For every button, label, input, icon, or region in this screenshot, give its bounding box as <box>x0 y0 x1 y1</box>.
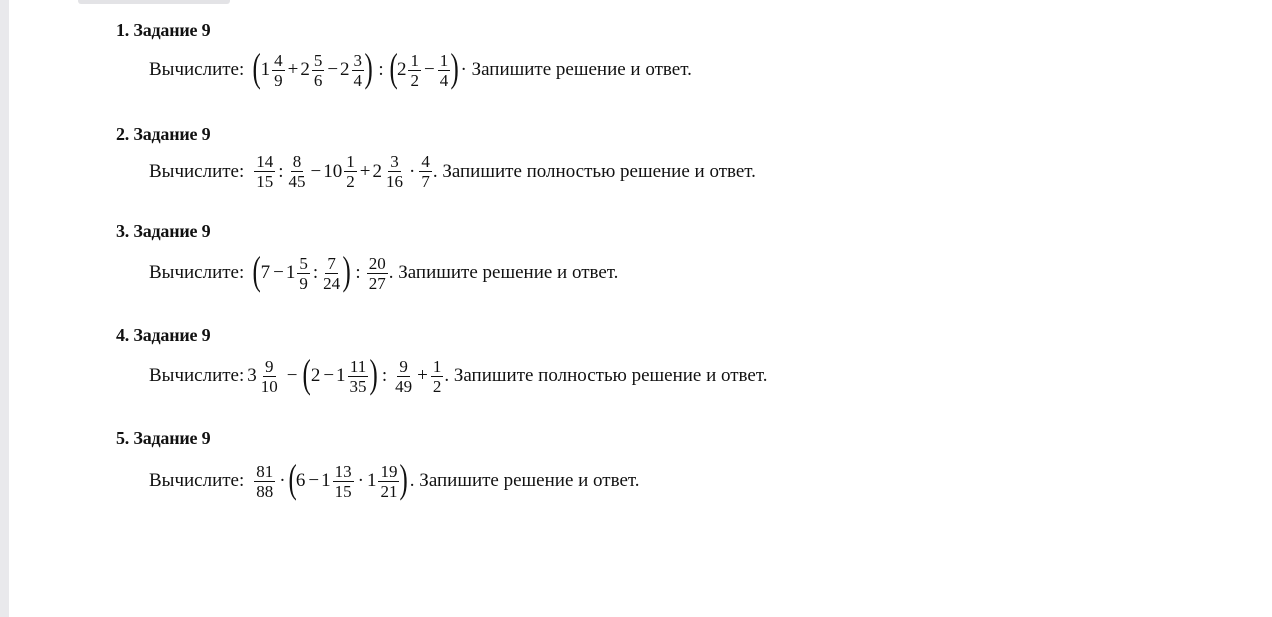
numerator: 5 <box>313 50 323 70</box>
numerator: 7 <box>327 253 336 273</box>
numerator: 81 <box>256 461 274 481</box>
denominator: 24 <box>323 273 341 293</box>
task-body <box>149 248 619 295</box>
fraction <box>438 51 451 90</box>
denominator: 9 <box>274 70 283 90</box>
operator: − <box>327 59 339 80</box>
integer: 2 <box>310 365 321 386</box>
operator: − <box>308 470 320 491</box>
denominator: 2 <box>346 172 355 191</box>
denominator: 9 <box>299 273 308 293</box>
task-body <box>149 456 640 503</box>
operator: · <box>408 160 416 182</box>
task-heading: 2. Задание 9 <box>116 124 211 144</box>
operator: · <box>279 470 286 491</box>
math-expression <box>252 248 388 295</box>
fraction <box>254 152 275 191</box>
denominator: 2 <box>432 376 442 396</box>
operator: + <box>417 365 428 386</box>
top-tab-edge <box>78 0 230 4</box>
whole-part: 1 <box>285 262 296 283</box>
whole-part: 2 <box>396 59 407 80</box>
numerator: 14 <box>256 152 274 171</box>
denominator: 15 <box>334 481 352 501</box>
fraction <box>272 51 285 90</box>
numerator: 19 <box>380 461 398 481</box>
operator: : <box>312 262 319 283</box>
denominator: 27 <box>368 273 386 293</box>
right-paren: ) <box>369 351 378 396</box>
operator: − <box>423 59 435 80</box>
numerator: 3 <box>353 50 363 70</box>
operator: + <box>287 59 299 80</box>
fraction <box>431 357 444 396</box>
fraction <box>312 51 325 90</box>
fraction <box>419 152 432 191</box>
numerator: 1 <box>439 50 449 70</box>
fraction <box>321 254 342 293</box>
whole-part: 10 <box>323 160 343 182</box>
fraction <box>297 254 310 293</box>
math-expression <box>253 152 433 191</box>
operator: − <box>273 262 284 283</box>
task-instruction: . Запишите решение и ответ. <box>388 262 619 283</box>
task-heading: 1. Задание 9 <box>116 20 211 40</box>
numerator: 20 <box>368 253 386 273</box>
numerator: 3 <box>390 152 399 171</box>
left-paren: ( <box>389 45 398 90</box>
task-prompt: Вычислите: <box>149 365 245 386</box>
operator: + <box>359 160 371 182</box>
left-paren: ( <box>252 45 262 90</box>
fraction <box>287 152 308 191</box>
whole-part: 2 <box>372 160 382 182</box>
numerator: 4 <box>421 152 430 171</box>
task-instruction: . Запишите полностью решение и ответ. <box>444 365 768 386</box>
whole-part: 2 <box>300 59 310 80</box>
numerator: 11 <box>349 356 367 376</box>
denominator: 15 <box>256 172 274 191</box>
left-paren: ( <box>303 351 312 396</box>
integer: 7 <box>260 262 271 283</box>
math-expression <box>247 351 444 398</box>
task-body <box>149 45 692 92</box>
whole-part: 1 <box>366 470 377 491</box>
numerator: 4 <box>274 50 283 70</box>
operator: : <box>378 59 384 80</box>
denominator: 49 <box>395 376 413 396</box>
fraction <box>348 357 369 396</box>
numerator: 8 <box>292 152 302 171</box>
fraction <box>344 152 357 191</box>
fraction <box>333 462 354 501</box>
denominator: 35 <box>349 376 367 396</box>
task-prompt: Вычислите: <box>149 470 245 491</box>
task-heading: 5. Задание 9 <box>116 428 211 448</box>
math-expression <box>253 456 409 503</box>
operator: − <box>286 365 298 386</box>
task-heading: 3. Задание 9 <box>116 221 211 241</box>
denominator: 10 <box>260 376 278 396</box>
operator: : <box>278 160 284 182</box>
whole-part: 1 <box>336 365 346 386</box>
numerator: 1 <box>410 50 419 70</box>
fraction <box>378 462 399 501</box>
denominator: 45 <box>288 172 306 191</box>
task-instruction: . Запишите решение и ответ. <box>409 470 640 491</box>
numerator: 9 <box>265 356 274 376</box>
integer: 6 <box>295 470 306 491</box>
right-paren: ) <box>450 45 459 90</box>
denominator: 6 <box>313 70 323 90</box>
whole-part: 1 <box>321 470 331 491</box>
fraction <box>254 462 275 501</box>
task-prompt: Вычислите: <box>149 160 245 182</box>
denominator: 4 <box>353 70 363 90</box>
numerator: 1 <box>346 152 355 171</box>
fraction <box>393 357 414 396</box>
numerator: 13 <box>334 461 352 481</box>
math-expression <box>252 45 459 92</box>
operator: − <box>310 160 322 182</box>
left-paren: ( <box>288 456 297 501</box>
task-instruction: · Запишите решение и ответ. <box>460 59 692 80</box>
operator: : <box>355 262 361 283</box>
fraction <box>384 152 405 191</box>
denominator: 88 <box>256 481 274 501</box>
left-paren: ( <box>252 248 262 293</box>
fraction <box>408 51 421 90</box>
fraction <box>367 254 388 293</box>
left-scroll-gutter <box>0 0 9 617</box>
right-paren: ) <box>364 45 373 90</box>
task-prompt: Вычислите: <box>149 262 245 283</box>
operator: − <box>323 365 335 386</box>
operator: · <box>357 470 364 491</box>
denominator: 7 <box>421 172 430 191</box>
whole-part: 2 <box>340 59 350 80</box>
task-body <box>149 351 768 398</box>
numerator: 9 <box>399 356 408 376</box>
whole-part: 3 <box>247 365 257 386</box>
denominator: 21 <box>380 481 398 501</box>
numerator: 1 <box>432 356 442 376</box>
task-instruction: . Запишите полностью решение и ответ. <box>432 160 756 182</box>
fraction <box>259 357 280 396</box>
denominator: 16 <box>385 172 403 191</box>
whole-part: 1 <box>260 59 271 80</box>
right-paren: ) <box>342 248 351 293</box>
numerator: 5 <box>299 253 308 273</box>
operator: : <box>381 365 388 386</box>
denominator: 4 <box>439 70 449 90</box>
task-body <box>149 152 756 191</box>
task-prompt: Вычислите: <box>149 59 245 80</box>
fraction <box>352 51 365 90</box>
task-heading: 4. Задание 9 <box>116 325 211 345</box>
denominator: 2 <box>410 70 419 90</box>
right-paren: ) <box>400 456 409 501</box>
